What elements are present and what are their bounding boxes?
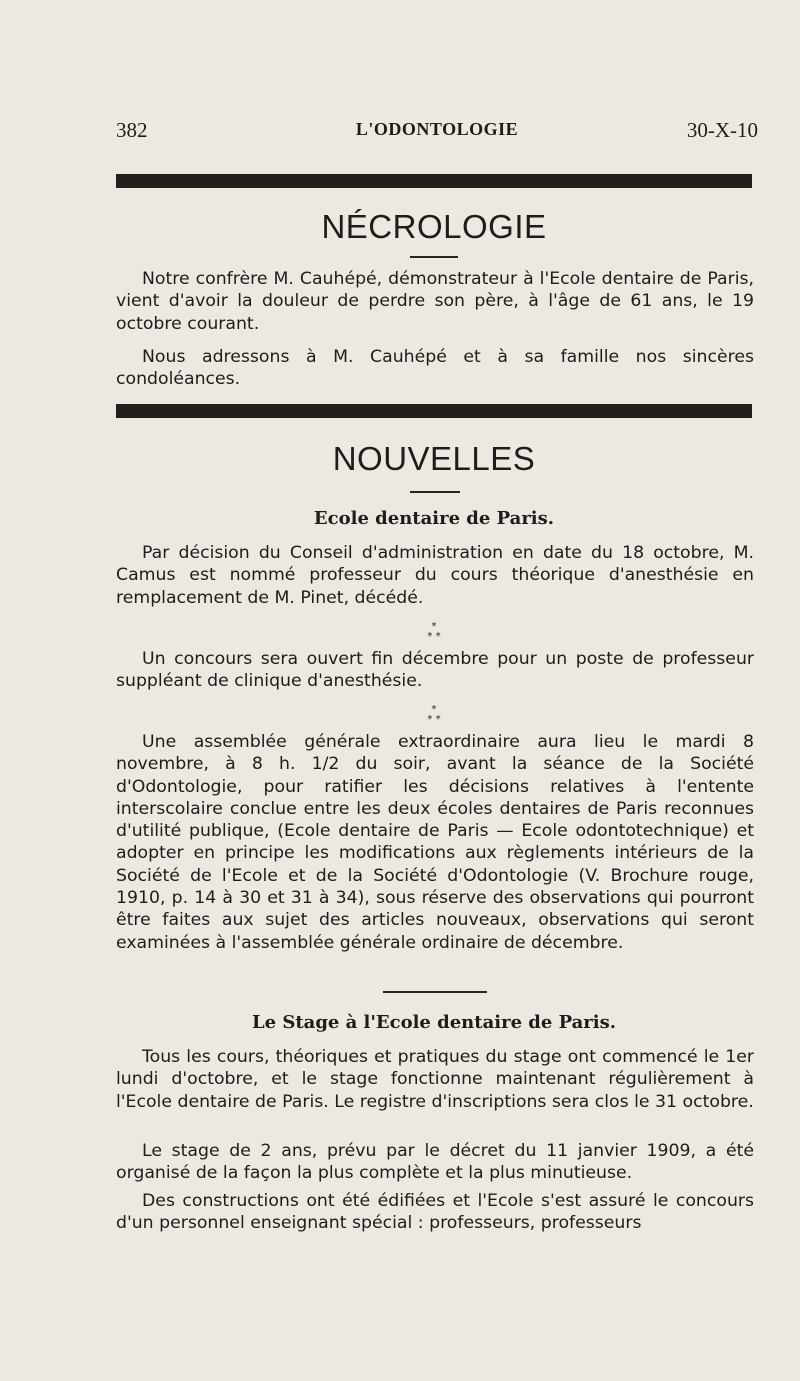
stage-paragraph: Des constructions ont été édifiées et l'Ecole s'est assuré le concours d'un personnel enseignant spécial : professeurs, professeurs xyxy=(116,1191,754,1234)
necrologie-heading: NÉCROLOGIE xyxy=(321,208,547,245)
stage-subheading: Le Stage à l'Ecole dentaire de Paris. xyxy=(251,1012,617,1033)
stage-paragraph: Le stage de 2 ans, prévu par le décret du 11 janvier 1909, a été organisé de la façon la plus complète et la plus minutieuse. xyxy=(116,1141,754,1184)
nouvelles-paragraph: Par décision du Conseil d'administration en date du 18 octobre, M. Camus est nommé professeur du cours théorique d'anesthésie en remplacement de M. Pinet, décédé. xyxy=(116,543,754,608)
nouvelles-paragraph: Une assemblée générale extraordinaire aura lieu le mardi 8 novembre, à 8 h. 1/2 du soir, avant la séance de la Société d'Odontologie, pour ratifier les décisions relatives à l'entente interscolaire conclue entre les deux écoles dentaires de Paris reconnues d'utilité publique, (Ecole dentaire de Paris — Ecole odontotechnique) et adopter en principe les modifications aux règlements intérieurs de la Société de l'Ecole et de la Société d'Odontologie (V. Brochure rouge, 1910, p. 14 à 30 et 31 à 34), sous réserve des observations qui pourront être faites aux sujet des articles nouveaux, observations qui seront examinées à l'assemblée générale ordinaire de décembre. xyxy=(116,732,754,953)
heading-underline xyxy=(410,256,458,258)
nouvelles-paragraph: Un concours sera ouvert fin décembre pour un poste de professeur suppléant de clinique d'anesthésie. xyxy=(116,649,754,692)
asterism-separator: * * * xyxy=(427,621,441,642)
journal-title: L'ODONTOLOGIE xyxy=(355,119,519,139)
nouvelles-subheading: Ecole dentaire de Paris. xyxy=(313,508,555,529)
stage-paragraph: Tous les cours, théoriques et pratiques du stage ont commencé le 1er lundi d'octobre, et le stage fonctionne maintenant régulièrement à l'Ecole dentaire de Paris. Le registre d'inscriptions sera clos le 31 octobre. xyxy=(116,1047,754,1112)
necrologie-paragraph: Nous adressons à M. Cauhépé et à sa famille nos sincères condoléances. xyxy=(116,347,754,390)
page-number: 382 xyxy=(116,118,148,142)
section-rule-top xyxy=(116,174,752,188)
asterism-separator: * * * xyxy=(427,704,441,725)
issue-date: 30-X-10 xyxy=(686,118,758,142)
heading-underline xyxy=(410,491,460,493)
nouvelles-heading: NOUVELLES xyxy=(332,440,536,477)
section-divider xyxy=(383,991,487,993)
running-head xyxy=(116,118,758,146)
necrologie-paragraph: Notre confrère M. Cauhépé, démonstrateur à l'Ecole dentaire de Paris, vient d'avoir la douleur de perdre son père, à l'âge de 61 ans, le 19 octobre courant. xyxy=(116,269,754,334)
section-rule-middle xyxy=(116,404,752,418)
